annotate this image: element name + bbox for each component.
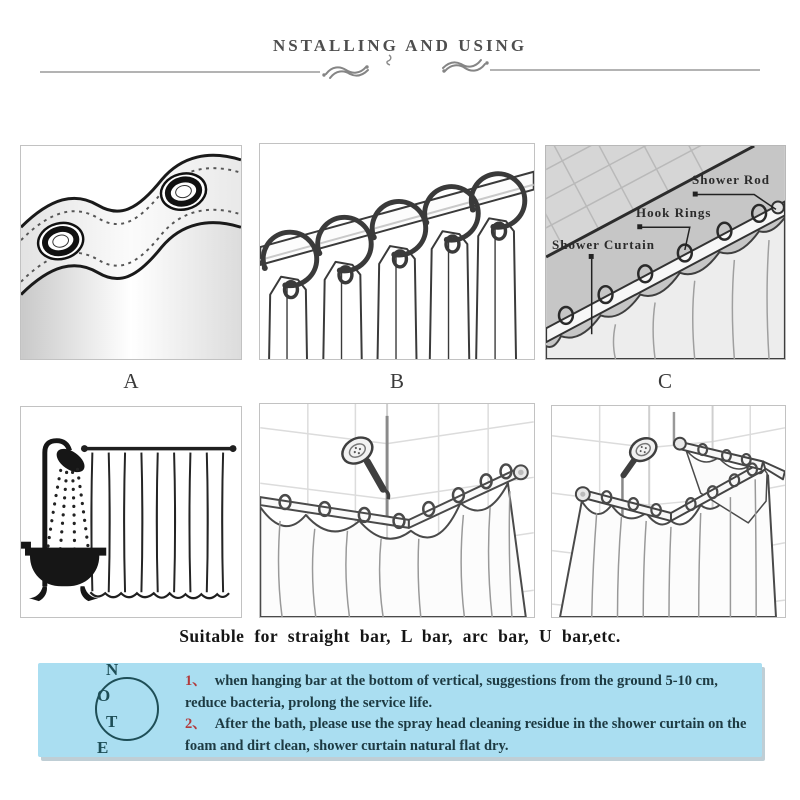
panel-label-c: C bbox=[657, 369, 672, 393]
hooks-on-rod-illustration bbox=[260, 144, 534, 359]
suitability-caption: Suitable for straight bar, L bar, arc bar, U bar,etc. bbox=[179, 626, 621, 646]
note-item-number: 2、 bbox=[185, 716, 207, 732]
bathtub-straight-bar-illustration bbox=[21, 407, 241, 617]
l-bar-illustration bbox=[260, 404, 534, 617]
note-item bbox=[185, 714, 751, 757]
panel-b-hook-rings bbox=[259, 143, 535, 360]
panel-c-labeled-diagram bbox=[545, 145, 786, 360]
grommet-curtain-illustration bbox=[21, 146, 241, 359]
note-badge-line2: T E bbox=[97, 712, 127, 757]
note-item-text: After the bath, please use the spray head cleaning residue in the shower curtain on the foam and dirt clean, shower curtain natural flat dry. bbox=[185, 716, 747, 754]
panel-label-b: B bbox=[389, 369, 404, 393]
ornamental-divider bbox=[40, 54, 760, 82]
water-spray bbox=[48, 469, 89, 557]
hook-rings-label: Hook Rings bbox=[636, 205, 712, 220]
note-item bbox=[185, 671, 751, 714]
note-box bbox=[38, 660, 762, 757]
page-title: NSTALLING AND USING bbox=[272, 36, 528, 55]
hand-shower bbox=[623, 434, 660, 476]
u-bar-illustration bbox=[552, 406, 785, 617]
note-badge-line1: N O bbox=[97, 660, 128, 705]
panel-l-bar bbox=[259, 403, 535, 618]
panel-u-bar bbox=[551, 405, 786, 618]
note-item-text: when hanging bar at the bottom of vertical, suggestions from the ground 5-10 cm, reduce bacteria, prolong the service life. bbox=[185, 673, 718, 711]
note-badge bbox=[95, 660, 159, 757]
note-item-number: 1、 bbox=[185, 673, 207, 689]
panel-straight-bar bbox=[20, 406, 242, 618]
shower-rod-label: Shower Rod bbox=[692, 172, 771, 187]
note-text bbox=[185, 671, 751, 757]
panel-a-grommet-detail bbox=[20, 145, 242, 360]
shower-curtain-label: Shower Curtain bbox=[552, 237, 655, 252]
panel-label-a: A bbox=[123, 369, 139, 393]
